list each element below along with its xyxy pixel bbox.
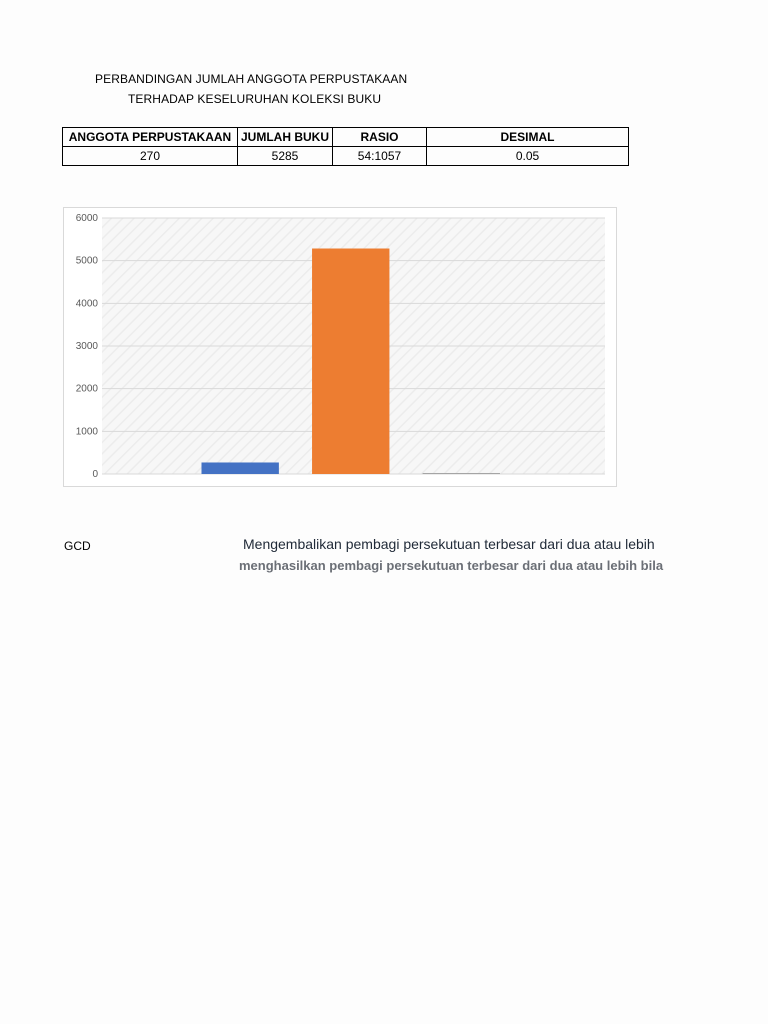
y-tick-label: 5000: [75, 255, 98, 267]
table-row: [63, 147, 629, 166]
bar-1[interactable]: [201, 462, 278, 474]
bar-chart[interactable]: [63, 207, 617, 487]
y-tick-label: 3000: [75, 341, 98, 352]
y-tick-label: 1000: [75, 426, 98, 438]
y-tick-label: 6000: [75, 213, 98, 224]
y-tick-label: 0: [92, 469, 98, 480]
ratio-table: [62, 127, 629, 166]
page-title-line-2: TERHADAP KESELURUHAN KOLEKSI BUKU: [128, 92, 382, 106]
table-header-row: [63, 128, 629, 147]
bar-3[interactable]: [423, 473, 500, 474]
function-name: GCD: [64, 539, 91, 553]
header-anggota[interactable]: ANGGOTA PERPUSTAKAAN: [63, 128, 238, 147]
function-description: Mengembalikan pembagi persekutuan terbesar dari dua atau lebih: [243, 536, 655, 552]
header-jumlah-buku[interactable]: JUMLAH BUKU: [238, 128, 333, 147]
header-rasio[interactable]: RASIO: [333, 128, 427, 147]
y-axis-ticks: [76, 213, 99, 480]
page-title-line-1: PERBANDINGAN JUMLAH ANGGOTA PERPUSTAKAAN: [95, 72, 408, 86]
y-tick-label: 2000: [75, 383, 98, 395]
header-desimal[interactable]: DESIMAL: [427, 128, 629, 147]
cell-jumlah-buku[interactable]: 5285: [238, 147, 333, 166]
cell-rasio[interactable]: 54:1057: [333, 147, 427, 166]
cell-anggota[interactable]: 270: [63, 147, 238, 166]
cell-desimal[interactable]: 0.05: [427, 147, 629, 166]
function-detail: menghasilkan pembagi persekutuan terbesar dari dua atau lebih bila: [239, 558, 664, 573]
y-tick-label: 4000: [75, 298, 98, 310]
chart-canvas: [64, 208, 616, 486]
bar-2[interactable]: [312, 249, 389, 474]
